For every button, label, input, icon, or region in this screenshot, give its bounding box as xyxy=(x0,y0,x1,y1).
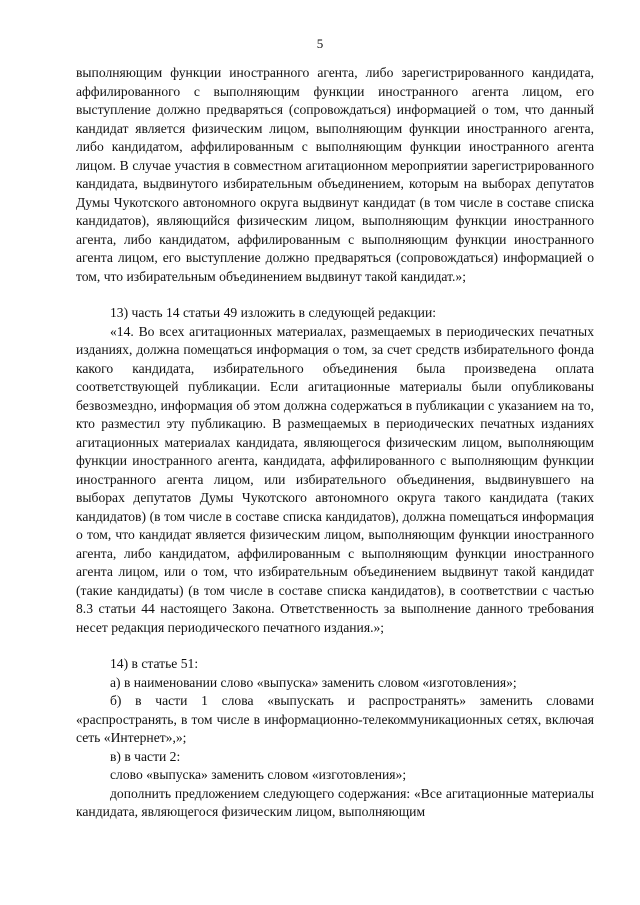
paragraph-add-sentence: дополнить предложением следующего содержания: «Все агитационные материалы кандидата, являющегося физическим лицом, выполняющим xyxy=(76,785,594,819)
paragraph-continuation: выполняющим функции иностранного агента, либо зарегистрированного кандидата, аффилированного с выполняющим функции иностранного агента лицом, его выступление должно предваряться (сопровождаться) информацией о том, что данный кандидат является физическим лицом, выполняющим функции иностранного агента, либо кандидатом, аффилированным с выполняющим функции иностранного агента лицом. В случае участия в совместном агитационном мероприятии зарегистрированного кандидата, выдвинутого избирательным объединением, которым на выборах депутатов Думы Чукотского автономного округа выдвинут кандидат (в том числе в составе списка кандидатов), являющийся физическим лицом, выполняющим функции иностранного агента, либо кандидатом, аффилированным с выполняющим функции иностранного агента лицом, его выступление должно предваряться (сопровождаться) информацией о том, что избирательным объединением выдвинут такой кандидат.»; xyxy=(76,65,594,284)
paragraph-subitem-v: в) в части 2: xyxy=(110,748,181,764)
paragraph-subitem-a: а) в наименовании слово «выпуска» заменить словом «изготовления»; xyxy=(110,674,517,690)
paragraph-part-14-text: «14. Во всех агитационных материалах, размещаемых в периодических печатных изданиях, должна помещаться информация о том, за счет средств избирательного фонда какого кандидата, избирательного объединения была произведена оплата соответствующей публикации. Если агитационные материалы были опубликованы безвозмездно, информация об этом должна содержаться в публикации с указанием на то, кто разместил эту публикацию. В размещаемых в периодических печатных изданиях агитационных материалах кандидата, являющегося физическим лицом, выполняющим функции иностранного агента, кандидата, аффилированного с выполняющим функции иностранного агента лицом, или избирательного объединения, выдвинувшего на выборах депутатов Думы Чукотского автономного округа такого кандидата (таких кандидатов) (в том числе в составе списка кандидатов), должна помещаться информация о том, что кандидат является физическим лицом, выполняющим функции иностранного агента, либо кандидатом, аффилированным с выполняющим функции иностранного агента лицом, или о том, что избирательным объединением выдвинут такой кандидат (такие кандидаты) (в том числе в составе списка кандидатов), в соответствии с частью 8.3 статьи 44 настоящего Закона. Ответственность за выполнение данного требования несет редакция периодического печатного издания.»; xyxy=(76,323,594,635)
paragraph-item-14: 14) в статье 51: xyxy=(110,656,199,671)
page-number: 5 xyxy=(316,36,324,51)
paragraph-subitem-b: б) в части 1 слова «выпускать и распространять» заменить словами «распространять, в том числе в информационно-телекоммуникационных сетях, включая сеть «Интернет»,»; xyxy=(76,693,594,745)
document-body xyxy=(76,64,594,822)
paragraph-item-13: 13) часть 14 статьи 49 изложить в следующей редакции: xyxy=(110,305,437,320)
paragraph-replace-word: слово «выпуска» заменить словом «изготовления»; xyxy=(110,767,407,782)
